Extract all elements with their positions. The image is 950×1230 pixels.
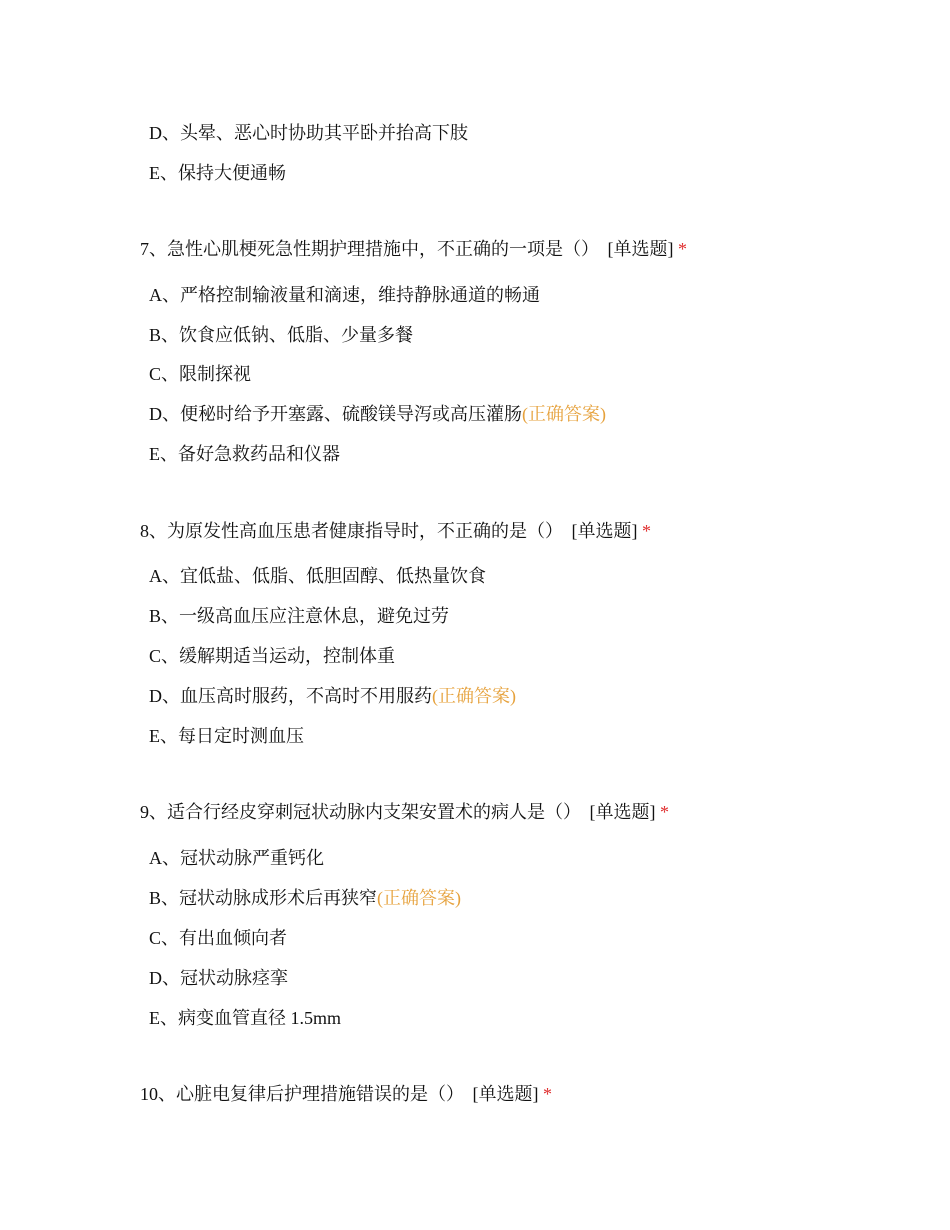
option-letter: B、 (149, 606, 180, 626)
option-text: 宜低盐、低脂、低胆固醇、低热量饮食 (180, 566, 486, 586)
option-text: 一级高血压应注意休息，避免过劳 (179, 606, 450, 626)
question-number: 9、 (140, 802, 167, 822)
option-text: 冠状动脉严重钙化 (180, 848, 324, 868)
option-text: 备好急救药品和仪器 (178, 444, 340, 464)
correct-answer-tag: (正确答案) (432, 686, 516, 706)
option-text: 限制探视 (179, 364, 252, 384)
option-letter: B、 (149, 888, 180, 908)
question-text: 心脏电复律后护理措施错误的是（） (176, 1084, 464, 1104)
option-letter: B、 (149, 325, 180, 345)
question-type: [单选题] (607, 239, 674, 259)
question-number: 10、 (140, 1084, 176, 1104)
option-text: 冠状动脉成形术后再狭窄 (179, 888, 378, 908)
option-row (149, 161, 286, 185)
option-row (149, 283, 540, 307)
option-text: 保持大便通畅 (178, 163, 286, 183)
option-text: 病变血管直径 1.5mm (178, 1008, 342, 1028)
option-row (149, 604, 449, 628)
option-text: 每日定时测血压 (178, 726, 304, 746)
option-row (149, 1006, 341, 1030)
required-mark: * (543, 1084, 552, 1104)
question-title (140, 1082, 552, 1106)
question-type: [单选题] (589, 802, 656, 822)
correct-answer-tag: (正确答案) (377, 888, 462, 908)
question-text: 适合行经皮穿刺冠状动脉内支架安置术的病人是（） (167, 802, 581, 822)
question-number: 7、 (140, 239, 167, 259)
question-number: 8、 (140, 521, 167, 541)
option-row (149, 724, 304, 748)
option-letter: C、 (149, 646, 180, 666)
option-letter: E、 (149, 1008, 178, 1028)
option-letter: D、 (149, 686, 180, 706)
option-letter: C、 (149, 364, 180, 384)
option-row (149, 846, 324, 870)
option-letter: D、 (149, 968, 180, 988)
option-text: 饮食应低钠、低脂、少量多餐 (179, 325, 414, 345)
option-letter: E、 (149, 163, 178, 183)
required-mark: * (660, 802, 669, 822)
correct-answer-tag: (正确答案) (522, 404, 606, 424)
option-row-correct (149, 684, 516, 708)
option-letter: E、 (149, 726, 178, 746)
required-mark: * (642, 521, 651, 541)
question-text: 急性心肌梗死急性期护理措施中，不正确的一项是（） (167, 239, 599, 259)
question-title (140, 237, 687, 261)
option-row (149, 362, 251, 386)
required-mark: * (678, 239, 687, 259)
option-row-correct (149, 886, 461, 910)
option-text: 血压高时服药，不高时不用服药 (180, 686, 432, 706)
question-type: [单选题] (571, 521, 638, 541)
option-row (149, 644, 395, 668)
option-letter: A、 (149, 566, 180, 586)
option-row (149, 564, 486, 588)
option-row (149, 323, 413, 347)
question-title (140, 519, 651, 543)
option-text: 严格控制输液量和滴速，维持静脉通道的畅通 (180, 285, 540, 305)
option-text: 冠状动脉痉挛 (180, 968, 288, 988)
option-text: 头晕、恶心时协助其平卧并抬高下肢 (180, 123, 468, 143)
option-letter: D、 (149, 123, 180, 143)
option-text: 缓解期适当运动，控制体重 (179, 646, 396, 666)
option-letter: E、 (149, 444, 178, 464)
option-row (149, 966, 288, 990)
option-text: 便秘时给予开塞露、硫酸镁导泻或高压灌肠 (180, 404, 522, 424)
option-row-correct (149, 402, 606, 426)
option-letter: A、 (149, 285, 180, 305)
option-row (149, 442, 340, 466)
option-text: 有出血倾向者 (179, 928, 288, 948)
option-row (149, 926, 287, 950)
option-letter: D、 (149, 404, 180, 424)
question-type: [单选题] (472, 1084, 539, 1104)
option-letter: A、 (149, 848, 180, 868)
question-text: 为原发性高血压患者健康指导时，不正确的是（） (167, 521, 563, 541)
option-letter: C、 (149, 928, 180, 948)
question-title (140, 800, 669, 824)
option-row (149, 121, 468, 145)
